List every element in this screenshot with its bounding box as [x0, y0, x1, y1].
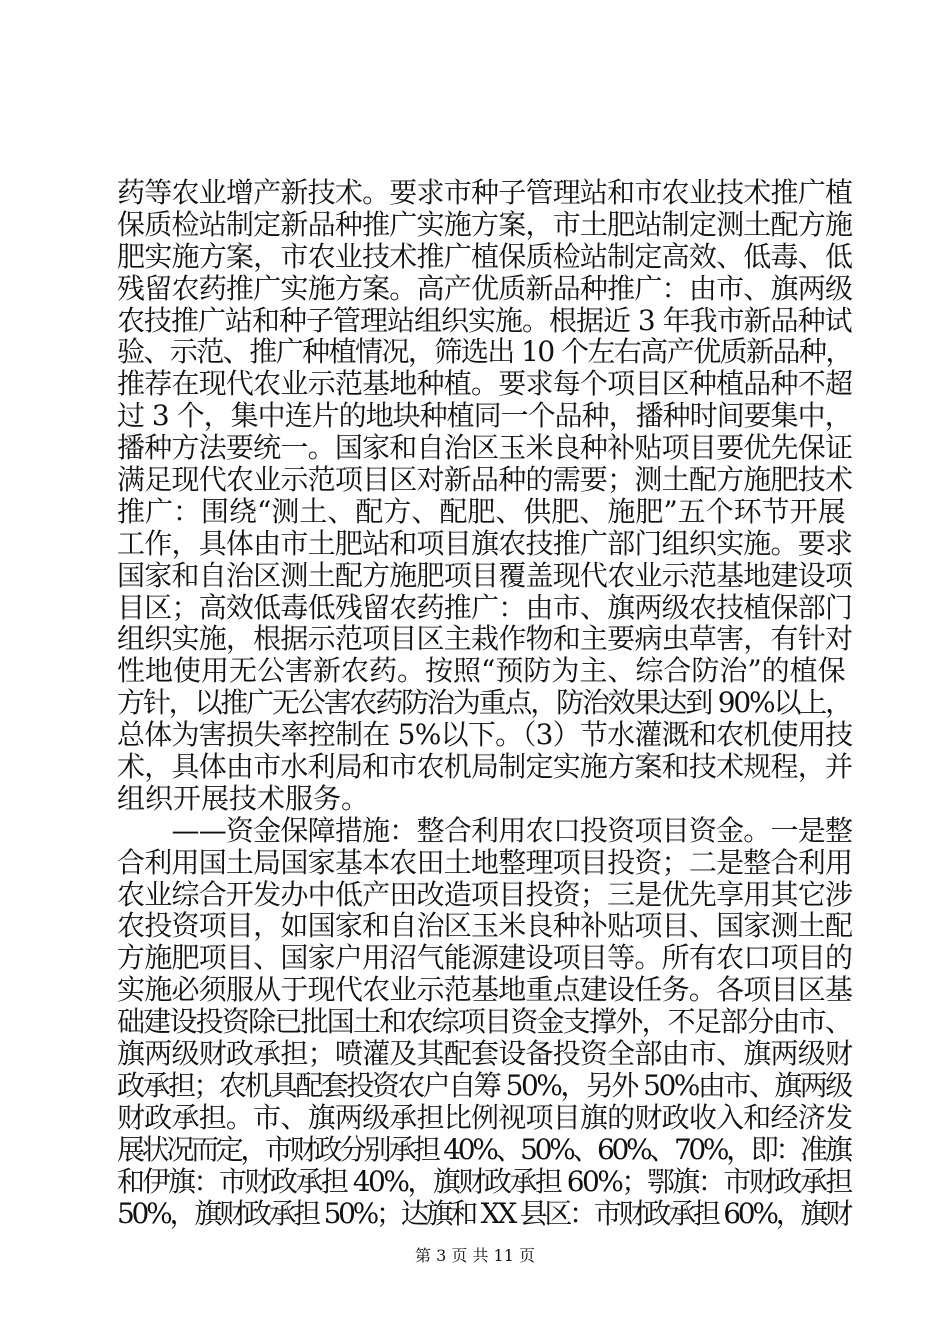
text-line: 目区；高效低毒低残留农药推广：由市、旗两级农技植保部门: [117, 590, 853, 624]
text-line: 政承担；农机具配套投资农户自筹 50%，另外 50%由市、旗两级: [117, 1068, 851, 1102]
text-line: 播种方法要统一。国家和自治区玉米良种补贴项目要优先保证: [117, 431, 853, 465]
text-line: 农业综合开发办中低产田改造项目投资；三是优先享用其它涉: [117, 877, 853, 911]
text-line: 和伊旗：市财政承担 40%，旗财政承担 60%；鄂旗：市财政承担: [117, 1164, 851, 1198]
text-line: 展状况而定，市财政分别承担 40%、50%、60%、70%，即：准旗: [117, 1132, 850, 1166]
text-line: 肥实施方案，市农业技术推广植保质检站制定高效、低毒、低: [117, 239, 853, 273]
text-line: 术，具体由市水利局和市农机局制定实施方案和技术规程，并: [117, 750, 853, 784]
text-line: 保质检站制定新品种推广实施方案，市土肥站制定测土配方施: [117, 207, 853, 241]
text-line: 推广：围绕“测土、配方、配肥、供肥、施肥”五个环节开展: [117, 494, 846, 528]
text-line: 总体为害损失率控制在 5%以下。（3）节水灌溉和农机使用技: [117, 718, 853, 752]
text-line: 验、示范、推广种植情况，筛选出 10 个左右高产优质新品种，: [117, 335, 852, 369]
text-line: 实施必须服从于现代农业示范基地重点建设任务。各项目区基: [117, 973, 853, 1007]
text-line: 性地使用无公害新农药。按照“预防为主、综合防治”的植保: [117, 654, 846, 688]
text-line: 旗两级财政承担；喷灌及其配套设备投资全部由市、旗两级财: [117, 1037, 853, 1071]
text-line: 组织开展技术服务。: [117, 781, 370, 815]
text-line: 财政承担。市、旗两级承担比例视项目旗的财政收入和经济发: [117, 1100, 853, 1134]
text-line: 方针，以推广无公害农药防治为重点，防治效果达到 90%以上，: [117, 686, 851, 720]
text-line: 药等农业增产新技术。要求市种子管理站和市农业技术推广植: [117, 176, 853, 209]
text-line: 过 3 个，集中连片的地块种植同一个品种，播种时间要集中，: [117, 399, 852, 433]
text-line: 组织实施，根据示范项目区主栽作物和主要病虫草害，有针对: [117, 622, 853, 656]
text-line: 推荐在现代农业示范基地种植。要求每个项目区种植品种不超: [117, 367, 853, 401]
text-line: 国家和自治区测土配方施肥项目覆盖现代农业示范基地建设项: [117, 558, 853, 592]
body-text: [117, 177, 853, 1229]
text-line: 础建设投资除已批国土和农综项目资金支撑外，不足部分由市、: [117, 1005, 852, 1039]
text-line: 工作，具体由市土肥站和项目旗农技推广部门组织实施。要求: [117, 526, 853, 560]
text-line: 农投资项目，如国家和自治区玉米良种补贴项目、国家测土配: [117, 909, 853, 943]
text-line: 50%，旗财政承担 50%；达旗和 XX 县区：市财政承担 60%，旗财: [117, 1196, 850, 1230]
text-line: ——资金保障措施：整合利用农口投资项目资金。一是整: [117, 813, 853, 847]
text-line: 方施肥项目、国家户用沼气能源建设项目等。所有农口项目的: [117, 941, 853, 975]
text-line: 残留农药推广实施方案。高产优质新品种推广：由市、旗两级: [117, 271, 853, 305]
text-line: 农技推广站和种子管理站组织实施。根据近 3 年我市新品种试: [117, 303, 852, 337]
page-footer: 第 3 页 共 11 页: [415, 1246, 535, 1265]
text-line: 合利用国土局国家基本农田土地整理项目投资；二是整合利用: [117, 845, 853, 879]
text-line: 满足现代农业示范项目区对新品种的需要；测土配方施肥技术: [117, 463, 853, 497]
